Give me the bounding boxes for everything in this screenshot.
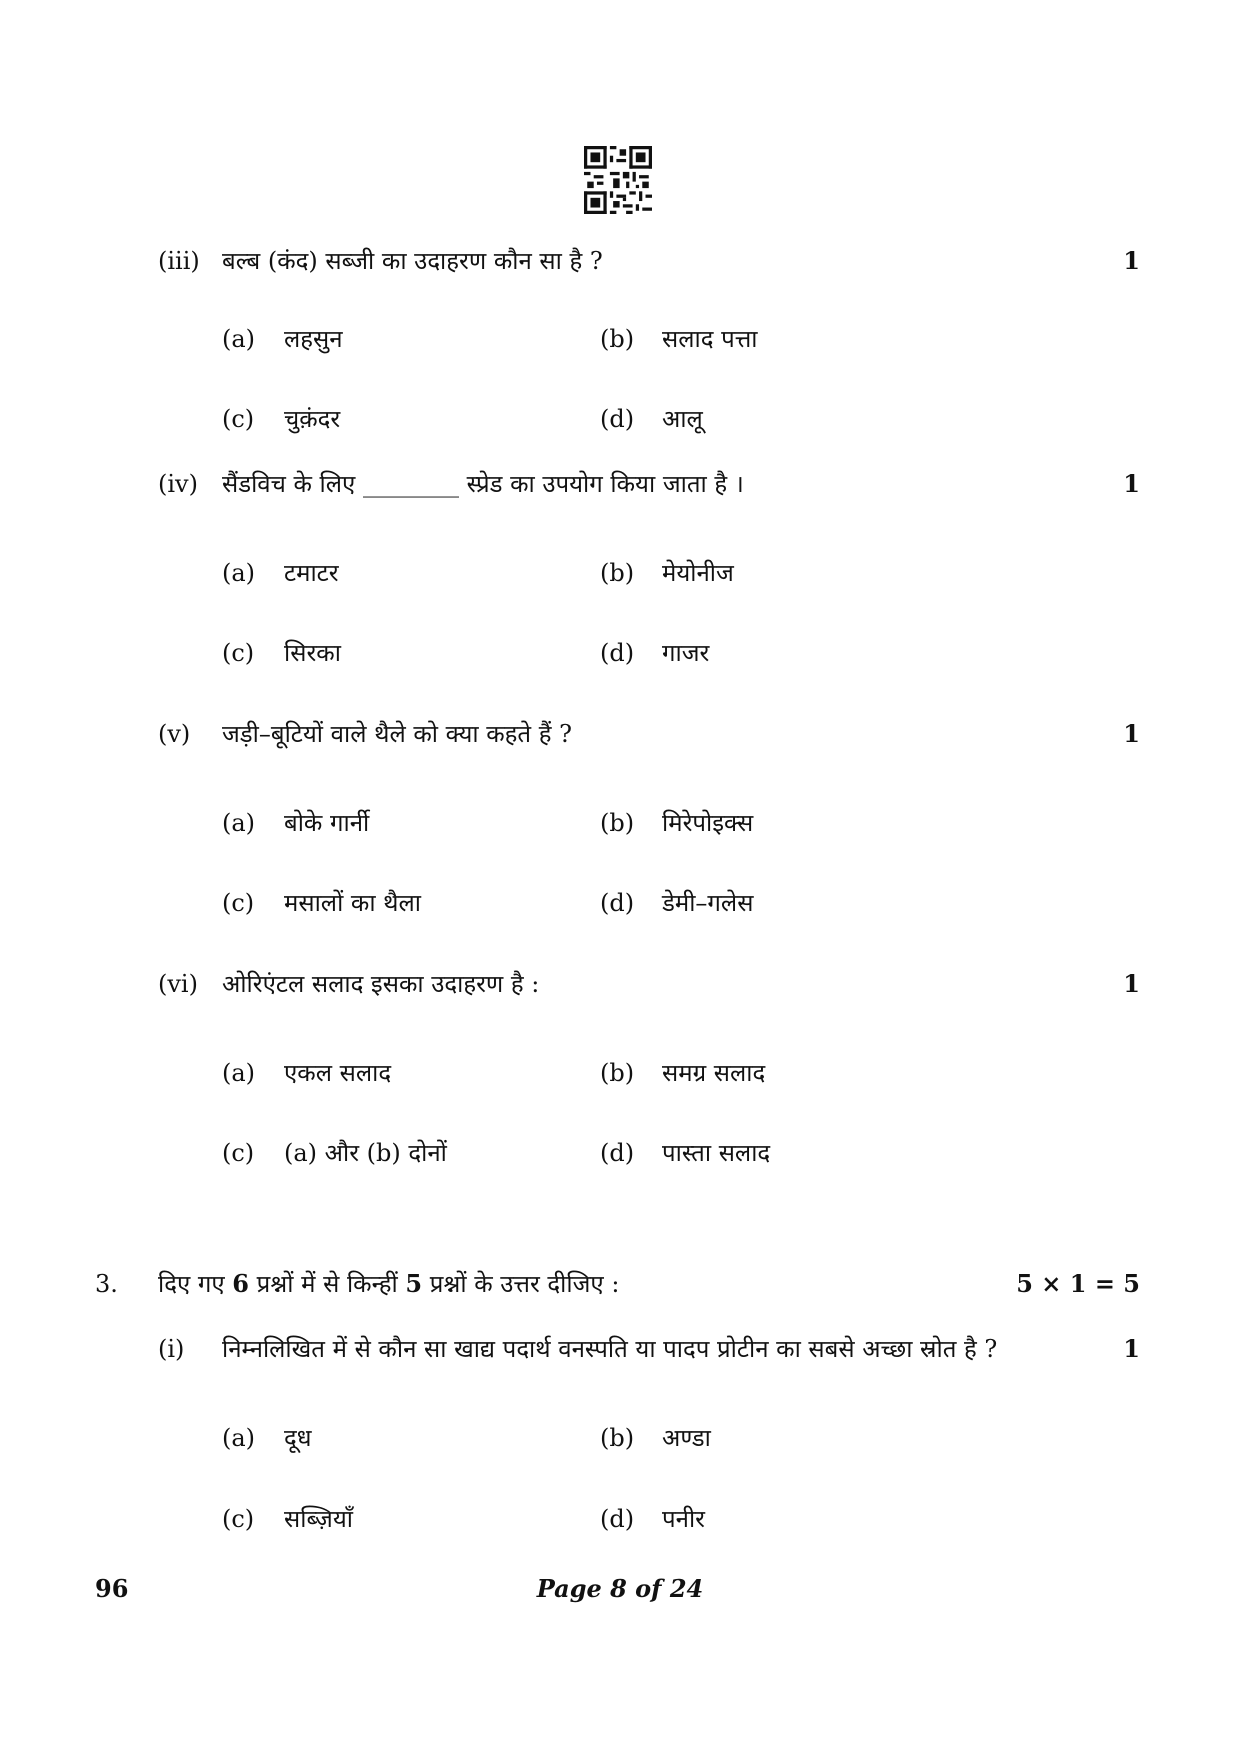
question-marks: 1 bbox=[1123, 469, 1140, 498]
option-label: (a) bbox=[222, 1059, 256, 1087]
question-number: (iv) bbox=[158, 470, 198, 498]
option-text: दूध bbox=[284, 1424, 312, 1452]
question-marks: 1 bbox=[1123, 969, 1140, 998]
option-text: बोके गार्नी bbox=[284, 809, 370, 837]
instruction-part: प्रश्नों के उत्तर दीजिए : bbox=[429, 1270, 620, 1298]
option-label: (b) bbox=[600, 325, 635, 353]
qr-code bbox=[584, 146, 652, 214]
option-text: गाजर bbox=[662, 639, 710, 667]
option-label: (b) bbox=[600, 1059, 635, 1087]
option-text: टमाटर bbox=[284, 559, 339, 587]
instruction-count: 5 bbox=[405, 1269, 423, 1298]
option-text: अण्डा bbox=[662, 1424, 711, 1452]
option-label: (c) bbox=[222, 889, 255, 917]
question-text: जड़ी–बूटियों वाले थैले को क्या कहते हैं ? bbox=[222, 720, 572, 748]
question-number: (iii) bbox=[158, 247, 200, 275]
option-label: (d) bbox=[600, 405, 635, 433]
paper-code: 96 bbox=[95, 1574, 129, 1603]
option-text: सलाद पत्ता bbox=[662, 325, 758, 353]
question-text-before: सैंडविच के लिए bbox=[222, 470, 356, 498]
option-text: एकल सलाद bbox=[284, 1059, 392, 1087]
option-text: सिरका bbox=[284, 639, 341, 667]
question-number: (vi) bbox=[158, 970, 198, 998]
option-text: समग्र सलाद bbox=[662, 1059, 766, 1087]
question-text: ओरिएंटल सलाद इसका उदाहरण है : bbox=[222, 970, 540, 998]
question-number: (i) bbox=[158, 1335, 185, 1363]
section-number: 3. bbox=[95, 1270, 118, 1298]
option-label: (c) bbox=[222, 1139, 255, 1167]
option-label: (c) bbox=[222, 1505, 255, 1533]
option-label: (c) bbox=[222, 639, 255, 667]
question-marks: 1 bbox=[1123, 1334, 1140, 1363]
option-text: लहसुन bbox=[284, 325, 343, 353]
option-label: (a) bbox=[222, 325, 256, 353]
option-text: चुक़ंदर bbox=[284, 405, 341, 433]
option-label: (d) bbox=[600, 1139, 635, 1167]
page-number: Page 8 of 24 bbox=[536, 1574, 704, 1603]
section-instruction bbox=[158, 1269, 619, 1299]
option-text: पास्ता सलाद bbox=[662, 1139, 771, 1167]
option-text: मेयोनीज bbox=[662, 559, 734, 587]
section-marks: 5 × 1 = 5 bbox=[1016, 1269, 1140, 1298]
question-text bbox=[222, 469, 744, 499]
option-label: (b) bbox=[600, 1424, 635, 1452]
option-text: आलू bbox=[662, 405, 703, 433]
option-label: (a) bbox=[222, 1424, 256, 1452]
option-label: (c) bbox=[222, 405, 255, 433]
option-text: सब्ज़ियाँ bbox=[284, 1505, 353, 1533]
option-label: (a) bbox=[222, 559, 256, 587]
option-text: डेमी–गलेस bbox=[662, 889, 754, 917]
option-label: (d) bbox=[600, 1505, 635, 1533]
instruction-count: 6 bbox=[232, 1269, 249, 1298]
answer-blank: ________ bbox=[362, 470, 459, 498]
option-label: (d) bbox=[600, 889, 635, 917]
option-label: (d) bbox=[600, 639, 635, 667]
option-text: मसालों का थैला bbox=[284, 889, 422, 917]
question-text: बल्ब (कंद) सब्जी का उदाहरण कौन सा है ? bbox=[222, 247, 603, 275]
option-label: (b) bbox=[600, 809, 635, 837]
instruction-part: प्रश्नों में से किन्हीं bbox=[256, 1270, 398, 1298]
question-marks: 1 bbox=[1123, 246, 1140, 275]
option-text: (a) और (b) दोनों bbox=[284, 1139, 447, 1167]
question-text-after: स्प्रेड का उपयोग किया जाता है । bbox=[466, 470, 744, 498]
option-label: (b) bbox=[600, 559, 635, 587]
option-text: मिरेपोइक्स bbox=[662, 809, 754, 837]
option-text: पनीर bbox=[662, 1505, 705, 1533]
question-text: निम्नलिखित में से कौन सा खाद्य पदार्थ वनस्पति या पादप प्रोटीन का सबसे अच्छा स्रोत है ? bbox=[222, 1335, 998, 1363]
question-marks: 1 bbox=[1123, 719, 1140, 748]
instruction-part: दिए गए bbox=[158, 1270, 225, 1298]
option-label: (a) bbox=[222, 809, 256, 837]
question-number: (v) bbox=[158, 720, 191, 748]
